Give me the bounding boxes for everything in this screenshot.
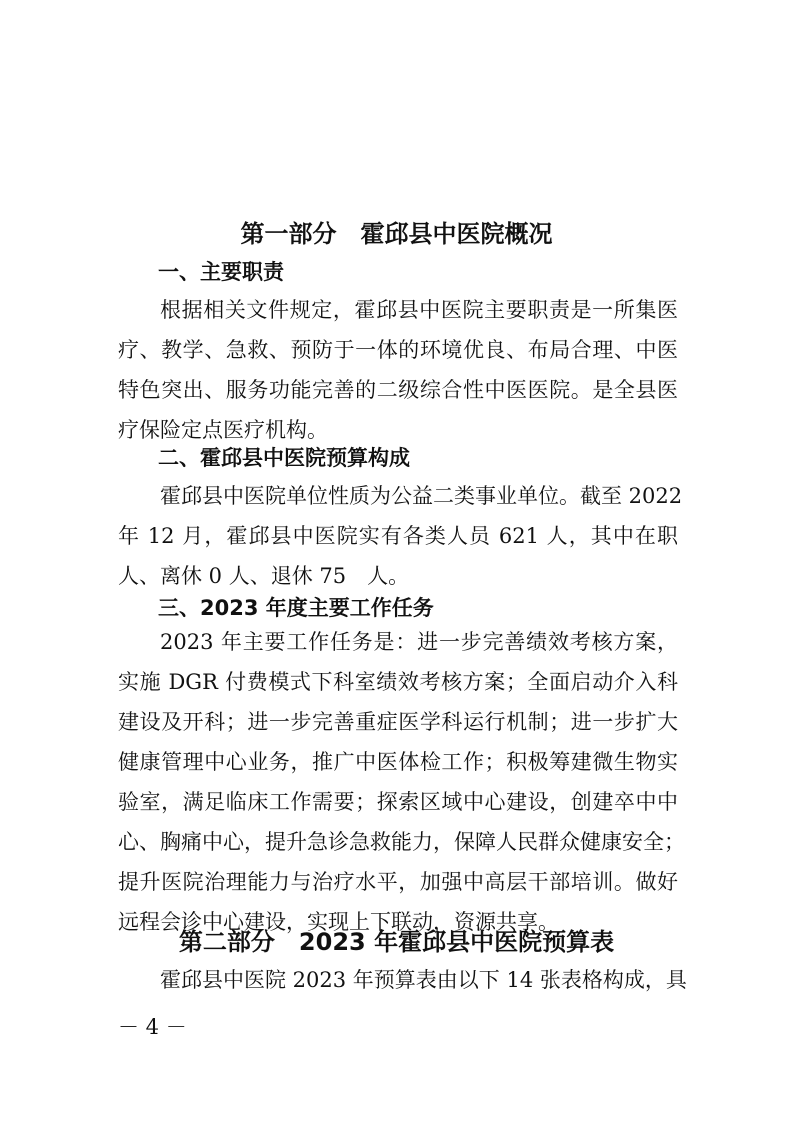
paragraph-line: 远程会诊中心建设，实现上下联动，资源共享。 <box>118 910 559 934</box>
paragraph-line: 根据相关文件规定，霍邱县中医院主要职责是一所集医 <box>160 298 678 322</box>
paragraph-line: 心、胸痛中心，提升急诊急救能力，保障人民群众健康安全； <box>118 830 685 854</box>
section-2-heading: 二、霍邱县中医院预算构成 <box>158 446 410 470</box>
section-1-body <box>118 290 678 450</box>
page-number: － 4 － <box>118 1015 187 1039</box>
section-3-heading: 三、2023 年度主要工作任务 <box>158 596 434 620</box>
paragraph-line: 2023 年主要工作任务是：进一步完善绩效考核方案， <box>160 630 678 654</box>
paragraph-line: 特色突出、服务功能完善的二级综合性中医医院。是全县医 <box>118 378 678 402</box>
section-3-body <box>118 622 685 942</box>
paragraph-line: 疗保险定点医疗机构。 <box>118 418 328 442</box>
paragraph-line: 提升医院治理能力与治疗水平，加强中高层干部培训。做好 <box>118 870 678 894</box>
part1-title: 第一部分 霍邱县中医院概况 <box>240 220 553 248</box>
paragraph-line: 验室，满足临床工作需要；探索区域中心建设，创建卒中中 <box>118 790 678 814</box>
paragraph-line: 年 12 月，霍邱县中医院实有各类人员 621 人，其中在职 <box>118 524 678 548</box>
section-1-heading: 一、主要职责 <box>158 260 284 284</box>
paragraph-line: 建设及开科；进一步完善重症医学科运行机制；进一步扩大 <box>118 710 678 734</box>
part2-title: 第二部分 2023 年霍邱县中医院预算表 <box>178 928 615 956</box>
paragraph-line: 霍邱县中医院单位性质为公益二类事业单位。截至 2022 <box>160 484 683 508</box>
paragraph-line: 健康管理中心业务，推广中医体检工作；积极筹建微生物实 <box>118 750 678 774</box>
paragraph-line: 霍邱县中医院 2023 年预算表由以下 14 张表格构成，具 <box>160 968 687 992</box>
paragraph-line: 人、离休 0 人、退休 75 人。 <box>118 564 410 588</box>
paragraph-line: 疗、教学、急救、预防于一体的环境优良、布局合理、中医 <box>118 338 678 362</box>
paragraph-line: 实施 DGR 付费模式下科室绩效考核方案；全面启动介入科 <box>118 670 678 694</box>
part2-body <box>118 960 687 1000</box>
section-2-body <box>118 476 683 596</box>
